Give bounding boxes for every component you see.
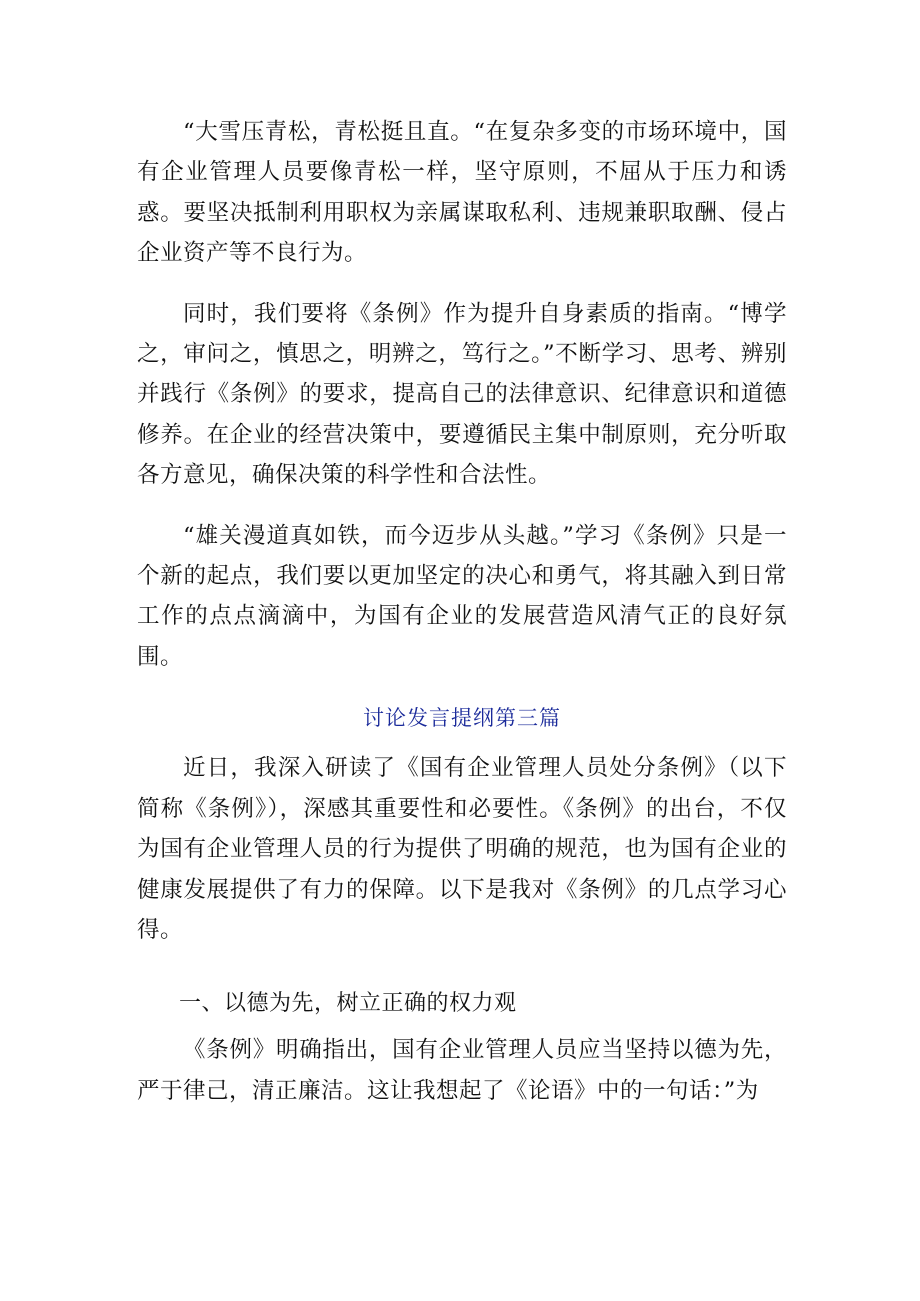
body-paragraph: “雄关漫道真如铁，而今迈步从头越。”学习《条例》只是一个新的起点，我们要以更加坚定的决心和勇气，将其融入到日常工作的点点滴滴中，为国有企业的发展营造风清气正的良好氛围。 [137, 522, 787, 670]
intro-paragraph: 近日，我深入研读了《国有企业管理人员处分条例》（以下简称《条例》），深感其重要性和必要性。《条例》的出台，不仅为国有企业管理人员的行为提供了明确的规范，也为国有企业的健康发展提供了有力的保障。以下是我对《条例》的几点学习心得。 [137, 755, 787, 943]
body-paragraph: 同时，我们要将《条例》作为提升自身素质的指南。“博学之，审问之，慎思之，明辨之，笃行之。”不断学习、思考、辨别并践行《条例》的要求，提高自己的法律意识、纪律意识和道德修养。在企业的经营决策中，要遵循民主集中制原则，充分听取各方意见，确保决策的科学性和合法性。 [137, 300, 787, 489]
section-title: 讨论发言提纲第三篇 [363, 706, 561, 731]
document-body [137, 112, 787, 1111]
heading-1: 一、以德为先，树立正确的权力观 [179, 991, 517, 1017]
body-paragraph-last: 《条例》明确指出，国有企业管理人员应当坚持以德为先，严于律己，清正廉洁。这让我想起了《论语》中的一句话：”为 [137, 1037, 787, 1104]
body-paragraph: “大雪压青松，青松挺且直。“在复杂多变的市场环境中，国有企业管理人员要像青松一样，坚守原则，不屈从于压力和诱惑。要坚决抵制利用职权为亲属谋取私利、违规兼职取酬、侵占企业资产等不良行为。 [137, 119, 787, 267]
